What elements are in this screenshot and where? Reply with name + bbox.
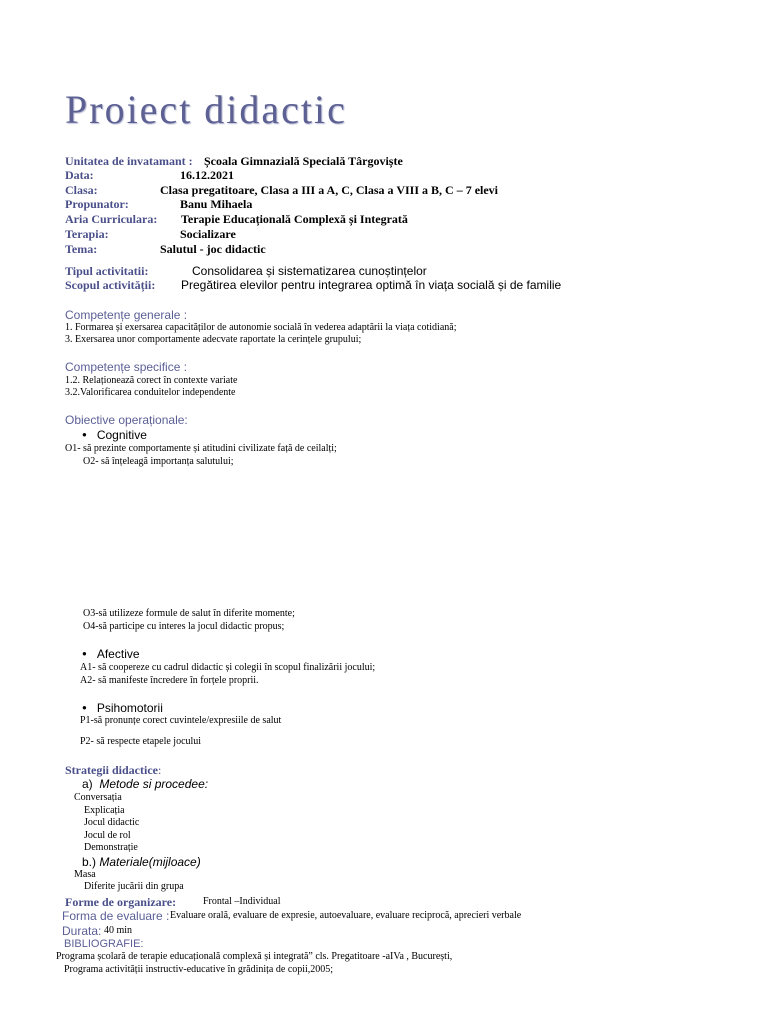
strategii-heading [65, 763, 161, 778]
strategii-heading-text: Strategii didactice [65, 763, 158, 777]
bibliografie-item-1: Programa școlară de terapie educațională complexă și integrată” cls. Pregatitoare -aIVa , București, [56, 951, 453, 962]
obiectiv-p2: P2- să respecte etapele jocului [80, 736, 202, 747]
competenta-generala-1: 1. Formarea și exersarea capacităților de autonomie socială în vederea adaptării la viața cotidiană; [65, 322, 457, 333]
psihomotorii-label: ● Psihomotorii [82, 701, 163, 715]
aria-value: Terapie Educațională Complexă și Integrată [181, 212, 408, 226]
materiale-label: Materiale(mijloace) [99, 855, 201, 869]
cognitive-label: ● Cognitive [82, 428, 147, 442]
document-title: Proiect didactic [65, 87, 347, 132]
obiectiv-a2: A2- să manifeste încredere în forțele proprii. [80, 675, 259, 686]
competenta-generala-3: 3. Exersarea unor comportamente adecvate raportate la cerințele grupului; [65, 334, 362, 345]
obiectiv-p1: P1-să pronunțe corect cuvintele/expresiile de salut [80, 715, 282, 726]
forme-organizare-label: Forme de organizare: [65, 895, 177, 909]
obiectiv-o3: O3-să utilizeze formule de salut în diferite momente; [83, 608, 295, 619]
durata-label: Durata: [62, 924, 102, 938]
clasa-label: Clasa: [65, 183, 98, 197]
tipul-label: Tipul activitatii: [65, 264, 149, 278]
metode-label: Metode si procedee: [99, 777, 209, 791]
durata-value: 40 min [104, 925, 133, 936]
materiale-heading [82, 855, 201, 869]
obiectiv-a1: A1- să coopereze cu cadrul didactic și colegii în scopul finalizării jocului; [80, 662, 376, 673]
unitatea-value: Școala Gimnazială Specială Târgoviște [204, 154, 403, 168]
scopul-value: Pregătirea elevilor pentru integrarea optimă în viața socială și de familie [181, 278, 562, 292]
tema-label: Tema: [65, 242, 98, 256]
terapia-value: Socializare [180, 227, 236, 241]
data-value: 16.12.2021 [180, 168, 234, 182]
tipul-value: Consolidarea și sistematizarea cunoștințelor [192, 264, 427, 278]
metoda-jocul-didactic: Jocul didactic [84, 817, 140, 828]
strategii-heading-colon: : [157, 763, 162, 777]
propunator-value: Banu Mihaela [180, 197, 253, 211]
material-masa: Masa [74, 869, 96, 880]
tema-value: Salutul - joc didactic [160, 242, 266, 256]
metoda-explicatia: Explicația [84, 805, 125, 816]
bibliografie-item-2: Programa activității instructiv-educative în grădinița de copii,2005; [64, 964, 334, 975]
forma-evaluare-label: Forma de evaluare : [62, 909, 170, 923]
metode-prefix: a) [82, 777, 93, 791]
terapia-label: Terapia: [65, 227, 109, 241]
propunator-label: Propunator: [65, 197, 129, 211]
data-label: Data: [65, 168, 94, 182]
competenta-specifica-1: 1.2. Relaționează corect în contexte variate [65, 375, 238, 386]
scopul-label: Scopul activității: [65, 278, 156, 292]
metode-heading [82, 777, 208, 791]
forma-evaluare-value: Evaluare orală, evaluare de expresie, autoevaluare, evaluare reciprocă, aprecieri verbale [170, 910, 522, 921]
competente-generale-heading: Competențe generale : [65, 308, 188, 322]
metoda-conversatia: Conversația [74, 792, 122, 803]
metoda-demonstratie: Demonstrație [84, 842, 138, 853]
metoda-jocul-de-rol: Jocul de rol [84, 830, 131, 841]
clasa-value: Clasa pregatitoare, Clasa a III a A, C, Clasa a VIII a B, C – 7 elevi [160, 183, 499, 197]
afective-label: ● Afective [82, 647, 140, 661]
obiectiv-o1: O1- să prezinte comportamente și atitudini civilizate față de ceilalți; [65, 443, 337, 454]
obiectiv-o4: O4-să participe cu interes la jocul didactic propus; [83, 621, 285, 632]
competente-specifice-heading: Competențe specifice : [65, 360, 188, 374]
materiale-prefix: b.) [82, 855, 97, 869]
obiective-heading: Obiective operaționale: [65, 413, 188, 427]
competenta-specifica-2: 3.2.Valorificarea conduitelor independente [65, 387, 236, 398]
aria-label: Aria Curriculara: [65, 212, 158, 226]
material-jucarii: Diferite jucării din grupa [84, 881, 184, 892]
unitatea-label: Unitatea de invatamant : [65, 154, 193, 168]
bibliografie-heading: BIBLIOGRAFIE: [64, 938, 144, 950]
obiectiv-o2: O2- să înțeleagă importanța salutului; [83, 456, 234, 467]
forme-organizare-value: Frontal –Individual [203, 896, 281, 907]
